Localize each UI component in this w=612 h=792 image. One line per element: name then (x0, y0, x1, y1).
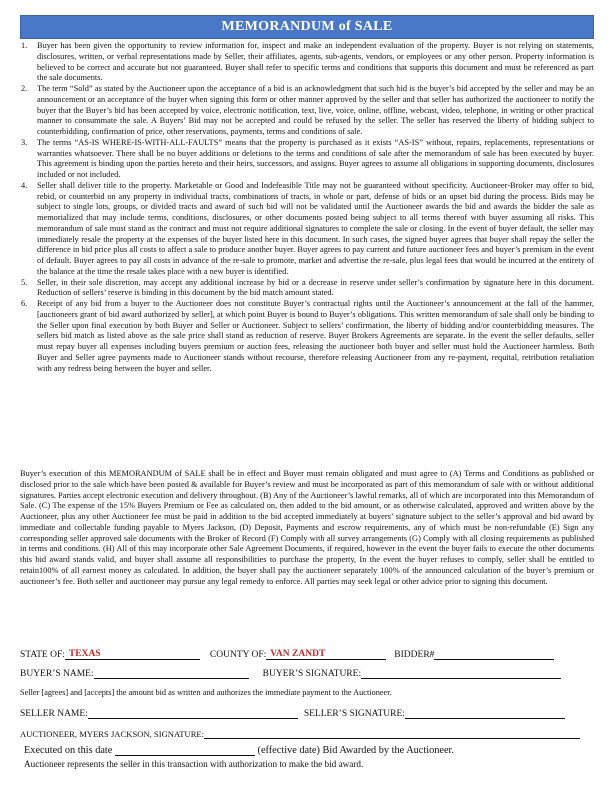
seller-name-label: SELLER NAME: (20, 709, 88, 719)
term-number: 4. (21, 180, 28, 190)
state-label: STATE OF: (20, 650, 65, 660)
seller-name-field[interactable] (88, 707, 298, 719)
executed-date-field[interactable] (115, 745, 255, 756)
term-number: 2. (21, 84, 28, 93)
page-title: MEMORANDUM of SALE (221, 19, 393, 34)
terms-list (20, 41, 594, 374)
term-item (20, 138, 594, 181)
term-text: The terms “AS-IS WHERE-IS-WITH-ALL-FAULTS” means that the property is purchased as it exists “AS-IS” without, repairs, replacements, representations or warranties whatsoever. There shall be no buyer additions or deletions to the terms and conditions of sale after the memorandum of sale has been executed by buyer. This agreement is binding upon the parties hereto and their heirs, successors, and assigns. Buyer agrees to assume all obligations in supporting documents, disclosures included or not included. (37, 137, 594, 179)
auctioneer-row (20, 727, 594, 739)
seller-acceptance-note: Seller [agrees] and [accepts] the amount bid as written and authorizes the immediate payment to the Auctioneer. (20, 688, 392, 697)
term-text: Buyer has been given the opportunity to review information for, inspect and make an independent evaluation of the property. Buyer is not relying on statements, disclosures, written, or verbal representations made by Seller, their affiliates, agents, sub-agents, vendors, or employees or any other person. Property information is believed to be correct and accurate but not guaranteed. Buyer shall refer to specific terms and conditions that supports this document and must be referenced as part the sale documents. (37, 41, 594, 83)
term-item (20, 181, 594, 278)
term-number: 1. (21, 41, 28, 50)
state-value: TEXAS (68, 649, 101, 659)
seller-signature-field[interactable] (405, 707, 565, 719)
county-field[interactable] (266, 648, 386, 660)
state-field[interactable] (65, 648, 200, 660)
term-item (20, 299, 594, 374)
term-item (20, 278, 594, 300)
seller-row (20, 707, 594, 719)
county-value: VAN ZANDT (270, 649, 326, 659)
buyer-signature-field[interactable] (361, 667, 561, 679)
execution-paragraph: Buyer’s execution of this MEMORANDUM of SALE shall be in effect and Buyer must remain obligated and must agree to (A) Terms and Conditions as published or disclosed prior to the sale which have been posted & available for Buyer’s review and must be incorporated as part of this memorandum of sale with or without additional signatures. Parties accept electronic execution and delivery throughout. (B) Any of the Auctioneer’s lawful remarks, all of which are incorporated into this Memorandum of Sale. (C) The expense of the 15% Buyers Premium or Fee as calculated on, then added to the bid amount, or as otherwise calculated, approved and written above by the Auctioneer, plus any other Auctioneer fee must be paid in addition to the bid accepted immediately at buyers’ signature subject to the seller’s approval and bid award by immediate and collectable funding payable to Myers Jackson, (D) Deposit, Payments and escrow requirements, any of which must be non-refundable (E) Sign any corresponding seller approved sale documents with the Broker of Record (F) Comply with all survey arrangements (G) Comply with all closing requirements as published in terms and conditions. (H) All of this may incorporate other Sale Agreement Documents, if required, however in the event the buyer fails to execute the other documents this bid award stands valid, and buyer shall assume all responsibilities to purchase the property, In the event the buyer refuses to comply, seller shall be entitled to retain100% of all earnest money as calculated. In addition, the buyer shall pay the auctioneer separately 100% of the announced calculation of the buyer’s premium or auctioneer’s fee. Both seller and auctioneer may pursue any legal remedy to enforce. All parties may seek legal or other advice prior to signing this document. (20, 469, 594, 586)
term-text: Seller, in their sole discretion, may accept any additional increase by bid or a decrease in reserve under seller’s confirmation by signature here in this document. Reduction of sellers’ reserve is binding in this document by the bid match amount stated. (37, 277, 594, 298)
buyer-name-field[interactable] (94, 667, 249, 679)
executed-prefix: Executed on this date (24, 745, 113, 756)
bidder-label: BIDDER# (394, 650, 435, 660)
term-text: Receipt of any bid from a buyer to the Auctioneer does not constitute Buyer’s contractual rights until the Auctioneer’s announcement at the fall of the hammer, [auctioneers grant of bid award authorized by seller], at which point Buyer is bound to Buyer’s obligations. This written memorandum of sale shall only be binding to the Seller upon final execution by both Buyer and Seller or Auctioneer. Subject to sellers’ confirmation, the liberty of bidding and/or counterbidding measures. The sellers bid match as listed above as the sale price shall stand as reduction of reserve. Buyer Brokers Agreements are separate. In the event the seller defaults, seller must repay buyer all expenses including buyers premium or auction fees, releasing the auctioneer both buyer and seller must hold the Auctioneer harmless. Both Buyer and Seller agree payments made to Auctioneer stands without recourse, therefore releasing Auctioneer from any re-payment, requital, retribution retaliation with any redress being between the buyer and seller. (37, 299, 594, 373)
state-county-bidder-row (20, 648, 594, 660)
term-item (20, 41, 594, 84)
term-text: Seller shall deliver title to the property. Marketable or Good and Indefeasible Title may not be guaranteed without specificity. Auctioneer-Broker may offer to bid, rebid, or counterbid on any property in individual tracts, combinations of tracts, in whole or part, defense of bids or an upset bid during the process. Bids may be subject to single lots, groups, or divided tracts and award of such bid will not be validated until the Auctioneer awards the bid and awards the bidder the sale as memorialized that may include terms, conditions, disclosures, or other documents posted being subject to all terms thereof with buyer assuming all risks. This memorandum of sale must stand as the contract and must not require additional signatures to complete the sale or closing. In the event of buyer default, the seller may immediately resale the property at the expenses of the buyer listed here in this document. In such cases, the signed buyer agrees that buyer shall repay the seller the difference in bid price plus all costs to affect a sale to produce another buyer. Buyer agrees to pay current and future auctioneer fees and buyer’s premium in the event of default. Buyer agrees to pay all costs in advance of the re-sale to promote, market and advertise the re-sale, plus legal fees that would be incurred at the entirety of the balance at the time the resale takes place with a new buyer is identified. (37, 180, 594, 276)
executed-line (24, 745, 594, 756)
term-number: 5. (21, 277, 28, 287)
buyer-signature-label: BUYER’S SIGNATURE: (262, 669, 362, 679)
buyer-row (20, 667, 594, 679)
auctioneer-signature-label: AUCTIONEER, MYERS JACKSON, SIGNATURE: (20, 729, 205, 739)
buyer-name-label: BUYER’S NAME: (20, 669, 94, 679)
term-text: The term “Sold” as stated by the Auctioneer upon the acceptance of a bid is an acknowledgment that such bid is the buyer’s bid accepted by the seller and may be an announcement or an acceptance of the buyer when signing this form or other manner approved by the seller and that seller has authorized the auctioneer to notify the buyer that the Buyer’s bid has been accepted by voice, electronic notification, text, live, voice, online, offline, webcast, video, telephone, in writing or other practical manner to consummate the sale. A Buyers’ Bid may not be accepted and could be refused by the seller. The seller has reserved the liberty of bidding subject to counterbidding, confirmation of price, other reservations, payments, terms and conditions of sale. (37, 84, 594, 136)
term-number: 6. (21, 299, 28, 308)
bidder-number-field[interactable] (434, 648, 554, 660)
executed-suffix: (effective date) Bid Awarded by the Auctioneer. (257, 745, 454, 756)
term-item (20, 84, 594, 138)
title-bar (20, 15, 594, 39)
auctioneer-signature-field[interactable] (204, 727, 580, 739)
county-label: COUNTY OF: (209, 650, 267, 660)
term-number: 3. (21, 137, 28, 147)
seller-signature-label: SELLER’S SIGNATURE: (303, 709, 405, 719)
auctioneer-note: Auctioneer represents the seller in this transaction with authorization to make the bid award. (24, 759, 364, 769)
